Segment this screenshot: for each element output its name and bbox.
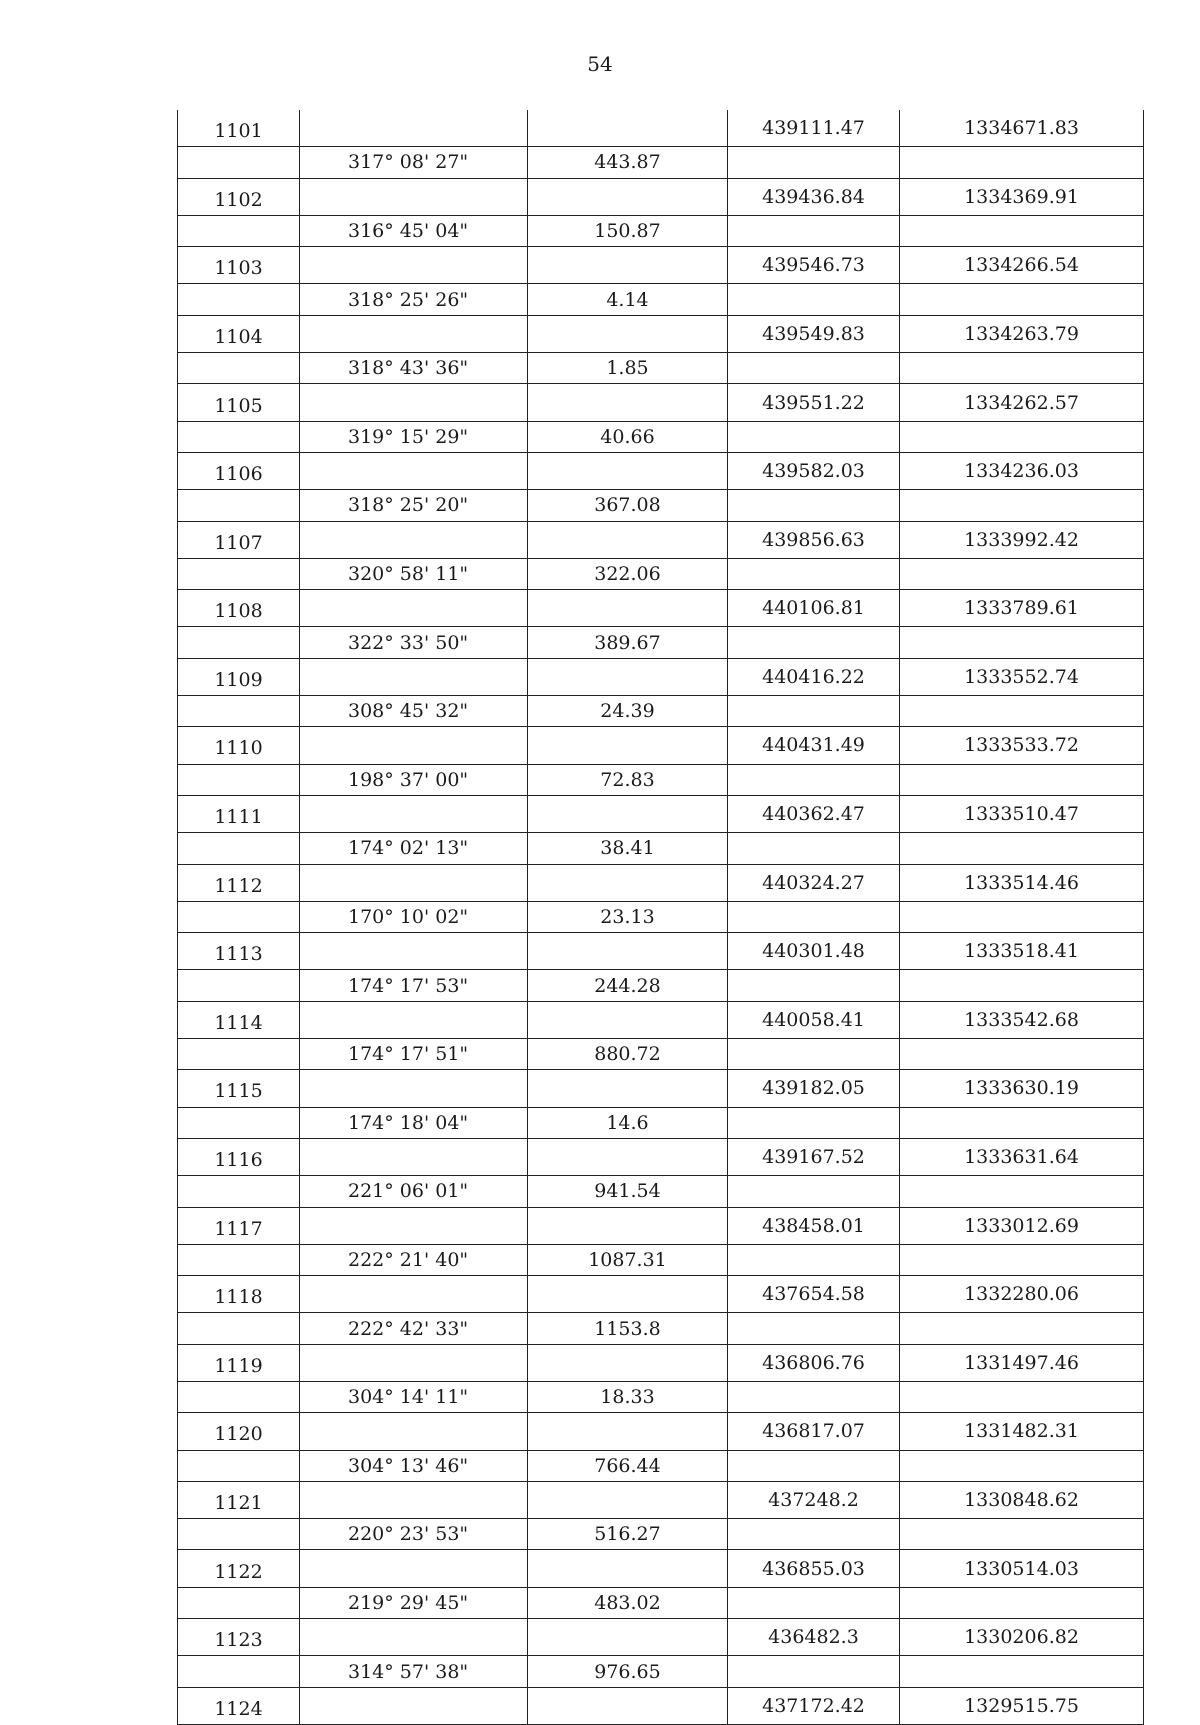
distance-cell: 483.02	[528, 1587, 728, 1618]
point-id-cell: 1103	[178, 247, 300, 284]
point-id-cell: 1123	[178, 1619, 300, 1656]
point-id-cell	[178, 490, 300, 521]
distance-cell: 389.67	[528, 627, 728, 658]
point-id-cell: 1108	[178, 590, 300, 627]
easting-cell: 440362.47	[728, 795, 900, 832]
point-id-cell	[178, 558, 300, 589]
northing-cell	[900, 1039, 1144, 1070]
point-id-cell	[178, 1176, 300, 1207]
easting-cell: 439582.03	[728, 452, 900, 489]
easting-cell: 436806.76	[728, 1344, 900, 1381]
easting-cell	[728, 1107, 900, 1138]
northing-cell: 1333514.46	[900, 864, 1144, 901]
bearing-cell	[300, 452, 528, 489]
distance-cell: 38.41	[528, 833, 728, 864]
bearing-cell	[300, 933, 528, 970]
easting-cell	[728, 147, 900, 178]
bearing-cell	[300, 1344, 528, 1381]
northing-cell	[900, 353, 1144, 384]
easting-cell	[728, 1039, 900, 1070]
distance-cell	[528, 1138, 728, 1175]
bearing-cell: 319° 15' 29"	[300, 421, 528, 452]
point-row	[178, 727, 1144, 764]
bearing-cell	[300, 1619, 528, 1656]
northing-cell: 1333630.19	[900, 1070, 1144, 1107]
northing-cell: 1329515.75	[900, 1687, 1144, 1724]
easting-cell: 436482.3	[728, 1619, 900, 1656]
easting-cell	[728, 421, 900, 452]
distance-cell: 150.87	[528, 215, 728, 246]
distance-cell: 976.65	[528, 1656, 728, 1687]
segment-row	[178, 696, 1144, 727]
northing-cell: 1334262.57	[900, 384, 1144, 421]
segment-row	[178, 1381, 1144, 1412]
easting-cell	[728, 1587, 900, 1618]
bearing-cell	[300, 590, 528, 627]
distance-cell: 1087.31	[528, 1244, 728, 1275]
point-row	[178, 1276, 1144, 1313]
northing-cell	[900, 901, 1144, 932]
point-id-cell: 1106	[178, 452, 300, 489]
point-id-cell: 1122	[178, 1550, 300, 1587]
bearing-cell: 308° 45' 32"	[300, 696, 528, 727]
bearing-cell	[300, 1207, 528, 1244]
northing-cell: 1330514.03	[900, 1550, 1144, 1587]
bearing-cell: 170° 10' 02"	[300, 901, 528, 932]
northing-cell	[900, 1244, 1144, 1275]
segment-row	[178, 627, 1144, 658]
segment-row	[178, 147, 1144, 178]
northing-cell	[900, 970, 1144, 1001]
bearing-cell: 222° 42' 33"	[300, 1313, 528, 1344]
distance-cell: 40.66	[528, 421, 728, 452]
table-body	[178, 110, 1144, 1724]
northing-cell: 1333012.69	[900, 1207, 1144, 1244]
northing-cell	[900, 696, 1144, 727]
northing-cell: 1330206.82	[900, 1619, 1144, 1656]
easting-cell: 438458.01	[728, 1207, 900, 1244]
distance-cell	[528, 1481, 728, 1518]
distance-cell: 72.83	[528, 764, 728, 795]
bearing-cell	[300, 521, 528, 558]
segment-row	[178, 833, 1144, 864]
point-id-cell	[178, 1244, 300, 1275]
northing-cell: 1333789.61	[900, 590, 1144, 627]
northing-cell: 1331497.46	[900, 1344, 1144, 1381]
bearing-cell	[300, 795, 528, 832]
point-row	[178, 110, 1144, 147]
point-row	[178, 1001, 1144, 1038]
easting-cell	[728, 1244, 900, 1275]
easting-cell	[728, 284, 900, 315]
bearing-cell	[300, 864, 528, 901]
point-id-cell: 1104	[178, 315, 300, 352]
point-row	[178, 864, 1144, 901]
bearing-cell: 318° 43' 36"	[300, 353, 528, 384]
northing-cell: 1334263.79	[900, 315, 1144, 352]
bearing-cell: 174° 18' 04"	[300, 1107, 528, 1138]
distance-cell: 4.14	[528, 284, 728, 315]
easting-cell: 440324.27	[728, 864, 900, 901]
northing-cell	[900, 215, 1144, 246]
northing-cell	[900, 1656, 1144, 1687]
point-row	[178, 590, 1144, 627]
segment-row	[178, 284, 1144, 315]
bearing-cell	[300, 727, 528, 764]
easting-cell: 439549.83	[728, 315, 900, 352]
distance-cell	[528, 658, 728, 695]
point-row	[178, 315, 1144, 352]
point-id-cell	[178, 1450, 300, 1481]
northing-cell: 1334266.54	[900, 247, 1144, 284]
distance-cell: 766.44	[528, 1450, 728, 1481]
point-id-cell: 1102	[178, 178, 300, 215]
easting-cell: 440301.48	[728, 933, 900, 970]
easting-cell: 437172.42	[728, 1687, 900, 1724]
bearing-cell	[300, 384, 528, 421]
bearing-cell	[300, 1276, 528, 1313]
distance-cell	[528, 1207, 728, 1244]
segment-row	[178, 970, 1144, 1001]
easting-cell: 439111.47	[728, 110, 900, 147]
easting-cell	[728, 1381, 900, 1412]
point-id-cell: 1121	[178, 1481, 300, 1518]
distance-cell	[528, 521, 728, 558]
bearing-cell: 318° 25' 20"	[300, 490, 528, 521]
bearing-cell: 318° 25' 26"	[300, 284, 528, 315]
bearing-cell: 304° 13' 46"	[300, 1450, 528, 1481]
bearing-cell	[300, 1413, 528, 1450]
point-row	[178, 1550, 1144, 1587]
distance-cell	[528, 384, 728, 421]
easting-cell: 440058.41	[728, 1001, 900, 1038]
northing-cell	[900, 1313, 1144, 1344]
northing-cell	[900, 627, 1144, 658]
easting-cell: 440431.49	[728, 727, 900, 764]
segment-row	[178, 901, 1144, 932]
point-id-cell: 1124	[178, 1687, 300, 1724]
northing-cell: 1333510.47	[900, 795, 1144, 832]
point-row	[178, 795, 1144, 832]
northing-cell: 1332280.06	[900, 1276, 1144, 1313]
bearing-cell	[300, 1138, 528, 1175]
easting-cell: 440106.81	[728, 590, 900, 627]
point-id-cell	[178, 421, 300, 452]
easting-cell	[728, 1176, 900, 1207]
point-id-cell	[178, 696, 300, 727]
point-row	[178, 1687, 1144, 1724]
point-id-cell: 1117	[178, 1207, 300, 1244]
distance-cell	[528, 1001, 728, 1038]
point-id-cell: 1120	[178, 1413, 300, 1450]
bearing-cell: 314° 57' 38"	[300, 1656, 528, 1687]
distance-cell	[528, 795, 728, 832]
easting-cell	[728, 1313, 900, 1344]
point-id-cell	[178, 833, 300, 864]
point-id-cell	[178, 1656, 300, 1687]
northing-cell: 1333518.41	[900, 933, 1144, 970]
northing-cell	[900, 1381, 1144, 1412]
northing-cell: 1333533.72	[900, 727, 1144, 764]
distance-cell	[528, 1687, 728, 1724]
distance-cell: 244.28	[528, 970, 728, 1001]
point-id-cell: 1119	[178, 1344, 300, 1381]
easting-cell	[728, 353, 900, 384]
point-row	[178, 1413, 1144, 1450]
easting-cell	[728, 215, 900, 246]
distance-cell	[528, 452, 728, 489]
survey-coordinates-table	[177, 110, 1144, 1725]
bearing-cell: 174° 02' 13"	[300, 833, 528, 864]
distance-cell	[528, 1276, 728, 1313]
bearing-cell: 221° 06' 01"	[300, 1176, 528, 1207]
northing-cell	[900, 1176, 1144, 1207]
point-id-cell: 1110	[178, 727, 300, 764]
easting-cell	[728, 901, 900, 932]
point-id-cell	[178, 1039, 300, 1070]
point-id-cell: 1112	[178, 864, 300, 901]
segment-row	[178, 1656, 1144, 1687]
easting-cell	[728, 833, 900, 864]
distance-cell: 367.08	[528, 490, 728, 521]
segment-row	[178, 353, 1144, 384]
distance-cell: 322.06	[528, 558, 728, 589]
segment-row	[178, 1039, 1144, 1070]
easting-cell: 439167.52	[728, 1138, 900, 1175]
northing-cell	[900, 764, 1144, 795]
easting-cell: 437654.58	[728, 1276, 900, 1313]
segment-row	[178, 421, 1144, 452]
easting-cell	[728, 558, 900, 589]
point-id-cell	[178, 1107, 300, 1138]
distance-cell	[528, 1413, 728, 1450]
bearing-cell: 219° 29' 45"	[300, 1587, 528, 1618]
easting-cell: 437248.2	[728, 1481, 900, 1518]
distance-cell	[528, 933, 728, 970]
northing-cell	[900, 1519, 1144, 1550]
distance-cell	[528, 315, 728, 352]
easting-cell	[728, 627, 900, 658]
point-row	[178, 1619, 1144, 1656]
northing-cell: 1334236.03	[900, 452, 1144, 489]
bearing-cell	[300, 315, 528, 352]
point-id-cell: 1101	[178, 110, 300, 147]
point-id-cell	[178, 901, 300, 932]
distance-cell	[528, 1070, 728, 1107]
distance-cell	[528, 727, 728, 764]
distance-cell: 23.13	[528, 901, 728, 932]
point-id-cell: 1105	[178, 384, 300, 421]
segment-row	[178, 1244, 1144, 1275]
point-row	[178, 658, 1144, 695]
easting-cell	[728, 970, 900, 1001]
segment-row	[178, 1176, 1144, 1207]
northing-cell: 1333992.42	[900, 521, 1144, 558]
point-id-cell	[178, 147, 300, 178]
bearing-cell: 304° 14' 11"	[300, 1381, 528, 1412]
bearing-cell	[300, 1001, 528, 1038]
distance-cell	[528, 590, 728, 627]
point-row	[178, 247, 1144, 284]
bearing-cell: 174° 17' 51"	[300, 1039, 528, 1070]
point-id-cell	[178, 1381, 300, 1412]
bearing-cell	[300, 1481, 528, 1518]
northing-cell: 1333631.64	[900, 1138, 1144, 1175]
easting-cell: 436817.07	[728, 1413, 900, 1450]
northing-cell	[900, 1450, 1144, 1481]
bearing-cell: 220° 23' 53"	[300, 1519, 528, 1550]
distance-cell: 516.27	[528, 1519, 728, 1550]
segment-row	[178, 1519, 1144, 1550]
point-id-cell: 1109	[178, 658, 300, 695]
distance-cell: 880.72	[528, 1039, 728, 1070]
distance-cell: 14.6	[528, 1107, 728, 1138]
northing-cell	[900, 421, 1144, 452]
bearing-cell	[300, 178, 528, 215]
easting-cell	[728, 490, 900, 521]
northing-cell: 1334671.83	[900, 110, 1144, 147]
point-id-cell: 1113	[178, 933, 300, 970]
distance-cell	[528, 247, 728, 284]
bearing-cell	[300, 658, 528, 695]
bearing-cell: 317° 08' 27"	[300, 147, 528, 178]
northing-cell	[900, 284, 1144, 315]
bearing-cell	[300, 247, 528, 284]
easting-cell	[728, 696, 900, 727]
bearing-cell: 198° 37' 00"	[300, 764, 528, 795]
point-id-cell	[178, 627, 300, 658]
easting-cell	[728, 1519, 900, 1550]
point-row	[178, 452, 1144, 489]
bearing-cell: 320° 58' 11"	[300, 558, 528, 589]
northing-cell: 1333542.68	[900, 1001, 1144, 1038]
bearing-cell	[300, 1070, 528, 1107]
point-id-cell: 1118	[178, 1276, 300, 1313]
segment-row	[178, 1450, 1144, 1481]
point-row	[178, 178, 1144, 215]
distance-cell	[528, 1619, 728, 1656]
distance-cell: 443.87	[528, 147, 728, 178]
point-id-cell: 1116	[178, 1138, 300, 1175]
point-row	[178, 384, 1144, 421]
northing-cell	[900, 147, 1144, 178]
northing-cell: 1331482.31	[900, 1413, 1144, 1450]
point-id-cell	[178, 1519, 300, 1550]
northing-cell: 1334369.91	[900, 178, 1144, 215]
point-id-cell	[178, 284, 300, 315]
segment-row	[178, 215, 1144, 246]
distance-cell: 1.85	[528, 353, 728, 384]
easting-cell: 439546.73	[728, 247, 900, 284]
distance-cell	[528, 110, 728, 147]
bearing-cell	[300, 1687, 528, 1724]
easting-cell: 439551.22	[728, 384, 900, 421]
northing-cell	[900, 490, 1144, 521]
segment-row	[178, 764, 1144, 795]
easting-cell: 440416.22	[728, 658, 900, 695]
distance-cell: 18.33	[528, 1381, 728, 1412]
point-id-cell: 1107	[178, 521, 300, 558]
point-row	[178, 1344, 1144, 1381]
point-row	[178, 1070, 1144, 1107]
point-id-cell	[178, 1587, 300, 1618]
point-row	[178, 933, 1144, 970]
northing-cell	[900, 1587, 1144, 1618]
bearing-cell: 322° 33' 50"	[300, 627, 528, 658]
easting-cell	[728, 764, 900, 795]
point-id-cell	[178, 353, 300, 384]
segment-row	[178, 490, 1144, 521]
point-id-cell	[178, 215, 300, 246]
easting-cell: 439182.05	[728, 1070, 900, 1107]
point-id-cell: 1114	[178, 1001, 300, 1038]
point-id-cell: 1111	[178, 795, 300, 832]
point-row	[178, 521, 1144, 558]
segment-row	[178, 558, 1144, 589]
northing-cell	[900, 1107, 1144, 1138]
bearing-cell: 174° 17' 53"	[300, 970, 528, 1001]
easting-cell: 439856.63	[728, 521, 900, 558]
point-id-cell	[178, 764, 300, 795]
northing-cell: 1330848.62	[900, 1481, 1144, 1518]
bearing-cell	[300, 110, 528, 147]
point-row	[178, 1207, 1144, 1244]
segment-row	[178, 1587, 1144, 1618]
page-number: 54	[587, 52, 613, 76]
bearing-cell	[300, 1550, 528, 1587]
point-id-cell	[178, 1313, 300, 1344]
bearing-cell: 316° 45' 04"	[300, 215, 528, 246]
point-id-cell	[178, 970, 300, 1001]
segment-row	[178, 1313, 1144, 1344]
easting-cell: 439436.84	[728, 178, 900, 215]
point-id-cell: 1115	[178, 1070, 300, 1107]
northing-cell	[900, 833, 1144, 864]
distance-cell: 1153.8	[528, 1313, 728, 1344]
segment-row	[178, 1107, 1144, 1138]
northing-cell: 1333552.74	[900, 658, 1144, 695]
distance-cell	[528, 1344, 728, 1381]
northing-cell	[900, 558, 1144, 589]
easting-cell: 436855.03	[728, 1550, 900, 1587]
distance-cell: 941.54	[528, 1176, 728, 1207]
point-row	[178, 1481, 1144, 1518]
distance-cell	[528, 178, 728, 215]
distance-cell: 24.39	[528, 696, 728, 727]
distance-cell	[528, 1550, 728, 1587]
easting-cell	[728, 1450, 900, 1481]
easting-cell	[728, 1656, 900, 1687]
distance-cell	[528, 864, 728, 901]
point-row	[178, 1138, 1144, 1175]
bearing-cell: 222° 21' 40"	[300, 1244, 528, 1275]
